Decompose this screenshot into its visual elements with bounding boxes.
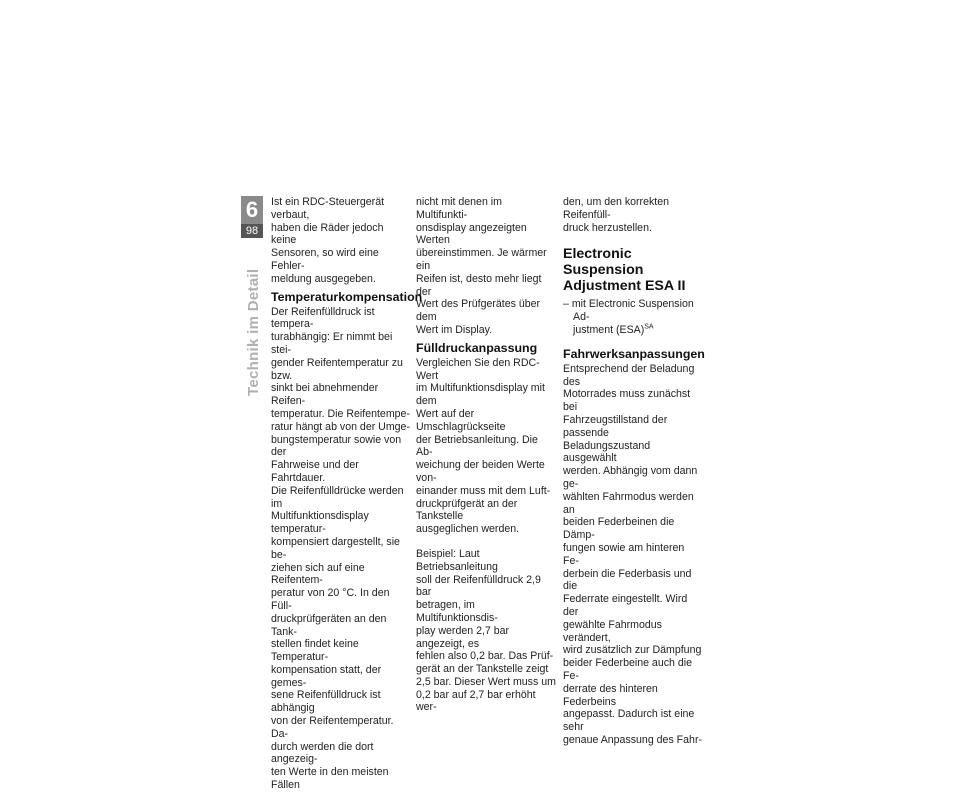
heading-line: Adjustment ESA II (563, 278, 686, 295)
text-line: sinkt bei abnehmender Reifen- (271, 382, 379, 408)
text-line: justment (ESA) (573, 323, 645, 336)
text-line: wählten Fahrmodus werden an (563, 490, 694, 516)
text-line: derbein die Federbasis und die (563, 567, 692, 593)
text-line: der Betriebsanleitung. Die Ab- (416, 433, 538, 459)
text-line: Sensoren, so wird eine Fehler- (271, 247, 379, 272)
text-line: bungstemperatur sowie von der (271, 433, 402, 459)
chapter-number: 6 (245, 197, 259, 222)
heading-esa (563, 246, 703, 294)
text-line: stellen findet keine Temperatur- (271, 638, 359, 664)
text-line: Vergleichen Sie den RDC-Wert (416, 356, 540, 382)
text-line: Beladungszustand ausgewählt (563, 439, 651, 465)
text-line: ziehen sich auf eine Reifentem- (271, 561, 365, 587)
col2-body (416, 357, 556, 536)
text-line: werden. Abhängig vom dann ge- (563, 465, 698, 490)
text-line: ausgeglichen werden. (416, 523, 520, 536)
text-line: Die Reifenfülldrücke werden im (271, 484, 404, 510)
esa-option-item (563, 298, 703, 336)
text-line: haben die Räder jedoch keine (271, 221, 384, 247)
text-line: druck herzustellen. (563, 221, 652, 234)
text-line: genaue Anpassung des Fahr- (563, 733, 702, 746)
chapter-title: Technik im Detail (245, 268, 262, 396)
text-line: Fahrzeugstillstand der passende (563, 413, 668, 439)
text-line: wird zusätzlich zur Dämpfung (563, 644, 702, 657)
text-line: einander muss mit dem Luft- (416, 484, 551, 497)
text-line: peratur von 20 °C. In den Füll- (271, 587, 390, 612)
text-line: druckprüfgerät an der Tankstelle (416, 497, 518, 523)
text-line: übereinstimmen. Je wärmer ein (416, 247, 547, 272)
text-line: temperatur. Die Reifentempe- (271, 407, 410, 420)
text-line: 0,2 bar auf 2,7 bar erhöht wer- (416, 688, 536, 714)
column-2 (416, 196, 556, 714)
text-line: soll der Reifenfülldruck 2,9 bar (416, 573, 541, 599)
text-line: 2,5 bar. Dieser Wert muss um (416, 675, 556, 688)
text-line: play werden 2,7 bar angezeigt, es (416, 624, 510, 650)
text-line: kompensiert dargestellt, sie be- (271, 535, 400, 561)
heading-fuelldruckanpassung: Fülldruckanpassung (416, 340, 538, 355)
text-line: beiden Federbeinen die Dämp- (563, 516, 675, 542)
text-line: ten Werte in den meisten Fällen (271, 766, 389, 792)
text-line: mit Electronic Suspension Ad- (571, 298, 694, 324)
text-line: Wert des Prüfgerätes über dem (416, 298, 541, 324)
col1-body (271, 306, 411, 792)
text-line: von der Reifentemperatur. Da- (271, 715, 394, 740)
text-line: Beispiel: Laut Betriebsanleitung (416, 547, 498, 573)
text-line: Wert im Display. (416, 323, 493, 336)
col3-intro (563, 196, 703, 234)
text-line: fungen sowie am hinteren Fe- (563, 541, 685, 567)
text-line: kompensation statt, der gemes- (271, 663, 382, 689)
col3-body (563, 363, 703, 747)
text-line: Der Reifenfülldruck ist tempera- (271, 305, 375, 331)
text-line: beider Federbeine auch die Fe- (563, 657, 692, 682)
text-line: druckprüfgeräten an den Tank- (271, 612, 387, 638)
text-line: Reifen ist, desto mehr liegt der (416, 272, 542, 298)
page-number: 98 (241, 224, 263, 238)
column-1 (271, 196, 423, 792)
text-line: onsdisplay angezeigten Werten (416, 221, 527, 247)
heading-temperaturkompensation: Temperaturkompensation (271, 289, 423, 304)
text-line: gewählte Fahrmodus verändert, (563, 618, 662, 644)
col2-example (416, 548, 556, 714)
text-line: Motorrades muss zunächst bei (563, 388, 691, 414)
text-line: gender Reifentemperatur zu bzw. (271, 356, 403, 382)
text-line: sene Reifenfülldruck ist abhängig (271, 689, 381, 715)
text-line: meldung ausgegeben. (271, 272, 376, 285)
heading-line: Electronic Suspension (563, 246, 644, 279)
text-line: Multifunktionsdisplay temperatur- (271, 510, 369, 536)
text-line: Ist ein RDC-Steuergerät verbaut, (271, 196, 385, 221)
text-line: gerät an der Tankstelle zeigt (416, 663, 549, 676)
text-line: ratur hängt ab von der Umge- (271, 420, 410, 433)
text-line: Fahrweise und der Fahrtdauer. (271, 459, 359, 484)
col1-intro (271, 196, 411, 286)
text-line: Wert auf der Umschlagrückseite (416, 407, 506, 433)
text-line: nicht mit denen im Multifunkti- (416, 196, 502, 221)
text-line: im Multifunktionsdisplay mit dem (416, 382, 545, 408)
text-line: weichung der beiden Werte von- (416, 459, 545, 484)
text-line: betragen, im Multifunktionsdis- (416, 599, 498, 624)
heading-fahrwerksanpassungen: Fahrwerksanpassungen (563, 346, 705, 361)
text-line: fehlen also 0,2 bar. Das Prüf- (416, 650, 554, 663)
dash-bullet: – (563, 298, 569, 311)
sa-superscript: SA (644, 323, 654, 331)
col2-intro (416, 196, 556, 337)
column-3 (563, 196, 703, 747)
text-line: Entsprechend der Beladung des (563, 362, 695, 388)
text-line: angepasst. Dadurch ist eine sehr (563, 708, 695, 734)
text-line: Federrate eingestellt. Wird der (563, 593, 688, 618)
text-line: den, um den korrekten Reifenfüll- (563, 196, 669, 221)
text-line: derrate des hinteren Federbeins (563, 682, 658, 708)
text-line: durch werden die dort angezeig- (271, 740, 374, 766)
text-line: turabhängig: Er nimmt bei stei- (271, 331, 393, 356)
